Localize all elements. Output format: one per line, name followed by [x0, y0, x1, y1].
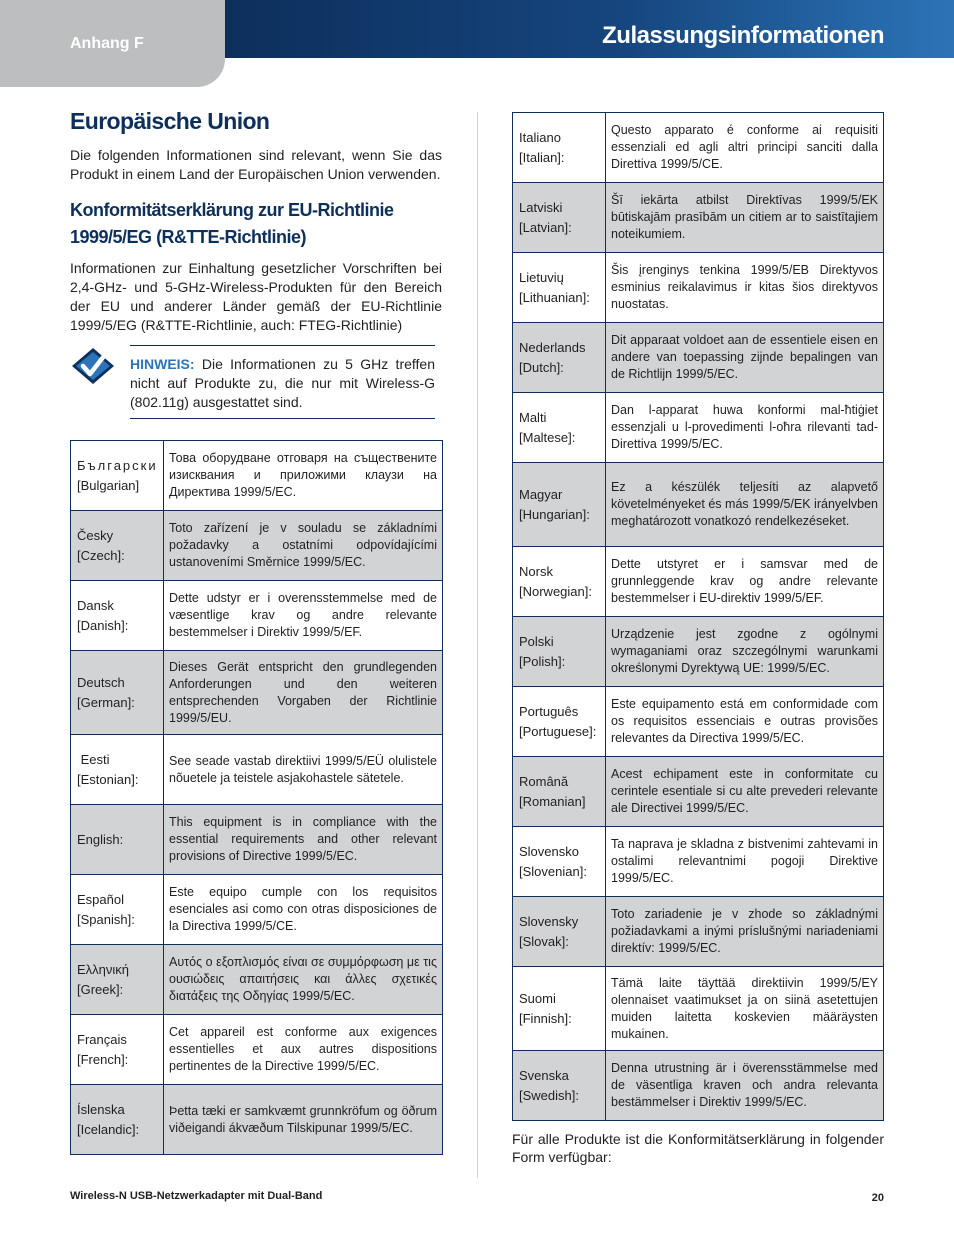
language-cell: Deutsch [German]:	[71, 651, 164, 735]
footer-product-name: Wireless-N USB-Netzwerkadapter mit Dual-Band	[70, 1190, 323, 1202]
language-cell: Português [Portuguese]:	[513, 687, 606, 757]
language-cell: Norsk [Norwegian]:	[513, 547, 606, 617]
declaration-text: This equipment is in compliance with the essential requirements and other relevant provisions of Directive 1999/5/EC.	[164, 805, 443, 875]
table-row	[513, 183, 884, 253]
table-row	[513, 463, 884, 547]
note-rule-top	[130, 345, 435, 346]
section-heading: Europäische Union	[70, 108, 270, 134]
table-row	[513, 393, 884, 463]
language-cell: Slovensky [Slovak]:	[513, 897, 606, 967]
table-row	[71, 1015, 443, 1085]
declaration-text: Dette utstyret er i samsvar med de grunnleggende krav og andre relevante bestemmelser i EU-direktiv 1999/5/EF.	[606, 547, 884, 617]
language-cell: Română [Romanian]	[513, 757, 606, 827]
language-cell: Nederlands [Dutch]:	[513, 323, 606, 393]
declaration-text: Това оборудване отговаря на съществените изисквания и приложими клаузи на Директива 1999/5/ЕС.	[164, 441, 443, 511]
language-cell: Magyar [Hungarian]:	[513, 463, 606, 547]
page-title: Zulassungsinformationen	[602, 22, 884, 49]
language-cell: Français [French]:	[71, 1015, 164, 1085]
declaration-text: Urządzenie jest zgodne z ogólnymi wymaganiami oraz szczególnymi warunkami określonymi Dyrektywą UE: 1999/5/EC.	[606, 617, 884, 687]
table-row	[513, 967, 884, 1051]
table-row	[71, 651, 443, 735]
table-row	[513, 113, 884, 183]
declaration-text: Denna utrustning är i överensstämmelse med de väsentliga kraven och andra relevanta bestämmelser i Direktiv 1999/5/EC.	[606, 1051, 884, 1121]
table-row	[71, 441, 443, 511]
declaration-text: Αυτός ο εξοπλισμός είναι σε συμμόρφωση με τις ουσιώδεις απαιτήσεις και άλλες σχετικές διατάξεις της Οδηγίας 1999/5/EC.	[164, 945, 443, 1015]
table-row	[513, 617, 884, 687]
note-label: HINWEIS:	[130, 356, 195, 372]
closing-paragraph: Für alle Produkte ist die Konformitätserklärung in folgender Form verfügbar:	[512, 1131, 884, 1165]
declaration-text: Tämä laite täyttää direktiivin 1999/5/EY olennaiset vaatimukset ja on siinä asetettujen muiden laitetta koskevien määräysten mukainen.	[606, 967, 884, 1051]
language-cell: Dansk [Danish]:	[71, 581, 164, 651]
table-row	[71, 511, 443, 581]
table-row	[513, 897, 884, 967]
checkmark-icon	[70, 346, 116, 386]
declaration-text: See seade vastab direktiivi 1999/5/EÜ olulistele nõuetele ja teistele asjakohastele sätetele.	[164, 735, 443, 805]
declaration-text: Toto zariadenie je v zhode so základnými požiadavkami a inými príslušnými nariadeniami direktív: 1999/5/EC.	[606, 897, 884, 967]
table-row	[513, 1051, 884, 1121]
language-cell: Íslenska [Icelandic]:	[71, 1085, 164, 1155]
table-row	[71, 875, 443, 945]
note-body: Die Informationen zu 5 GHz treffen nicht auf Produkte zu, die nur mit Wireless-G (802.11g) ausgestattet sind.	[130, 356, 435, 410]
language-cell: Slovensko [Slovenian]:	[513, 827, 606, 897]
table-row	[513, 323, 884, 393]
column-divider	[477, 112, 478, 1178]
language-cell: Latviski [Latvian]:	[513, 183, 606, 253]
subsection-heading: Konformitätserklärung zur EU-Richtlinie 1999/5/EG (R&TTE-Richtlinie)	[70, 200, 394, 247]
language-cell: Español [Spanish]:	[71, 875, 164, 945]
language-cell: Lietuvių [Lithuanian]:	[513, 253, 606, 323]
declaration-text: Dieses Gerät entspricht den grundlegenden Anforderungen und den weiteren entsprechenden Vorgaben der Richtlinie 1999/5/EU.	[164, 651, 443, 735]
declaration-text: Este equipamento está em conformidade com os requisitos essenciais e outras provisões relevantes da Directiva 1999/5/EC.	[606, 687, 884, 757]
table-row	[71, 735, 443, 805]
note-rule-bottom	[130, 418, 435, 419]
declaration-text: Este equipo cumple con los requisitos esenciales asi como con otras disposiciones de la Directiva 1999/5/CE.	[164, 875, 443, 945]
table-row	[71, 581, 443, 651]
language-cell: Eesti [Estonian]:	[71, 735, 164, 805]
declaration-text: Acest echipament este in conformitate cu cerintele esentiale si cu alte prevederi relevante ale Directivei 1999/5/EC.	[606, 757, 884, 827]
declaration-text: Cet appareil est conforme aux exigences essentielles et aux autres dispositions pertinentes de la Directive 1999/5/EC.	[164, 1015, 443, 1085]
language-cell: Malti [Maltese]:	[513, 393, 606, 463]
language-cell: English:	[71, 805, 164, 875]
appendix-tab	[0, 0, 225, 87]
declaration-text: Šis įrenginys tenkina 1999/5/EB Direktyvos esminius reikalavimus ir kitas šios direktyvos nuostatas.	[606, 253, 884, 323]
declaration-table-right	[512, 112, 884, 1121]
declaration-text: Šī iekārta atbilst Direktīvas 1999/5/EK būtiskajām prasībām un citiem ar to saistītajiem noteikumiem.	[606, 183, 884, 253]
language-cell: Suomi [Finnish]:	[513, 967, 606, 1051]
note-text	[130, 355, 435, 412]
compliance-paragraph: Informationen zur Einhaltung gesetzlicher Vorschriften bei 2,4-GHz- und 5-GHz-Wireless-Produkten für den Bereich der EU und anderer Länder gemäß der EU-Richtlinie 1999/5/EG (R&TTE-Richtlinie, auch: FTEG-Richtlinie)	[70, 260, 442, 333]
header-band	[225, 0, 954, 58]
table-row	[513, 757, 884, 827]
declaration-text: Þetta tæki er samkvæmt grunnkröfum og öðrum viðeigandi ákvæðum Tilskipunar 1999/5/EC.	[164, 1085, 443, 1155]
intro-paragraph: Die folgenden Informationen sind relevant, wenn Sie das Produkt in einem Land der Europäischen Union verwenden.	[70, 147, 442, 182]
language-cell: Česky [Czech]:	[71, 511, 164, 581]
table-row	[71, 1085, 443, 1155]
table-row	[513, 687, 884, 757]
declaration-table-left	[70, 440, 443, 1155]
language-cell: Italiano [Italian]:	[513, 113, 606, 183]
declaration-text: Dan l-apparat huwa konformi mal-ħtiġiet essenzjali u l-provedimenti l-oħra rilevanti tad-Direttiva 1999/5/EC.	[606, 393, 884, 463]
language-cell: Ελληνική [Greek]:	[71, 945, 164, 1015]
declaration-text: Ez a készülék teljesíti az alapvető követelményeket és más 1999/5/EK irányelvben meghatározott vonatkozó rendelkezéseket.	[606, 463, 884, 547]
declaration-text: Ta naprava je skladna z bistvenimi zahtevami in ostalimi relevantnimi pogoji Direktive 1999/5/EC.	[606, 827, 884, 897]
table-row	[71, 805, 443, 875]
appendix-label: Anhang F	[70, 35, 144, 52]
language-cell: Svenska [Swedish]:	[513, 1051, 606, 1121]
table-row	[513, 547, 884, 617]
language-cell: Български [Bulgarian]	[71, 441, 164, 511]
page-number: 20	[871, 1192, 884, 1204]
declaration-text: Toto zařízení je v souladu se základními požadavky a ostatními odpovídajícími ustanoveními Směrnice 1999/5/EC.	[164, 511, 443, 581]
declaration-text: Questo apparato é conforme ai requisiti essenziali ed agli altri principi sanciti dalla Direttiva 1999/5/CE.	[606, 113, 884, 183]
table-row	[513, 827, 884, 897]
table-row	[513, 253, 884, 323]
language-cell: Polski [Polish]:	[513, 617, 606, 687]
declaration-text: Dette udstyr er i overensstemmelse med de væsentlige krav og andre relevante bestemmelser i Direktiv 1999/5/EF.	[164, 581, 443, 651]
declaration-text: Dit apparaat voldoet aan de essentiele eisen en andere van toepassing zijnde bepalingen van de Richtlijn 1999/5/EC.	[606, 323, 884, 393]
table-row	[71, 945, 443, 1015]
